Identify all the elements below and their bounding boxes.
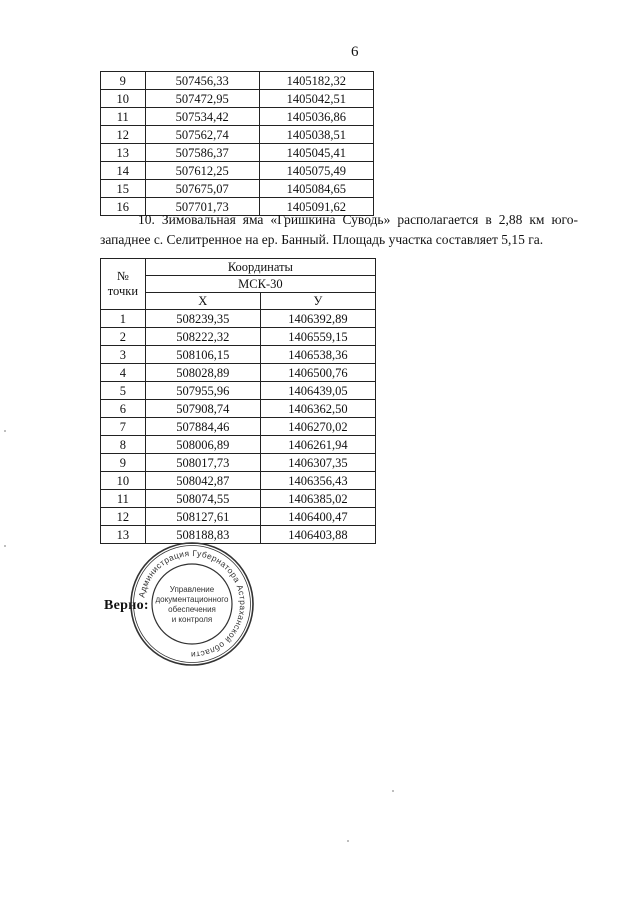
table-row	[101, 108, 374, 126]
point-number-cell: 7	[101, 418, 146, 436]
point-number-cell: 2	[101, 328, 146, 346]
stamp-center-line-3: обеспечения	[168, 605, 216, 614]
y-coordinate-cell: 1405042,51	[259, 90, 373, 108]
x-coordinate-cell: 508006,89	[145, 436, 260, 454]
coordinates-table-site-10	[100, 258, 376, 544]
point-number-cell: 12	[101, 126, 146, 144]
table-row	[101, 310, 376, 328]
y-coordinate-cell: 1406270,02	[260, 418, 375, 436]
point-number-cell: 9	[101, 72, 146, 90]
stamp-outer-ring-inner	[134, 546, 251, 663]
point-number-cell: 5	[101, 382, 146, 400]
point-number-cell: 9	[101, 454, 146, 472]
y-coordinate-cell: 1406261,94	[260, 436, 375, 454]
scan-speck	[347, 840, 349, 842]
x-column-header: X	[145, 293, 260, 310]
y-coordinate-cell: 1405045,41	[259, 144, 373, 162]
x-coordinate-cell: 507908,74	[145, 400, 260, 418]
scan-speck	[392, 790, 394, 792]
stamp-center-line-4: и контроля	[171, 615, 213, 624]
table-row	[101, 382, 376, 400]
point-number-cell: 3	[101, 346, 146, 364]
point-number-header-line1: №	[116, 269, 129, 283]
point-number-cell: 10	[101, 472, 146, 490]
table-row	[101, 454, 376, 472]
x-coordinate-cell: 508028,89	[145, 364, 260, 382]
table-row	[101, 364, 376, 382]
x-coordinate-cell: 507534,42	[145, 108, 259, 126]
y-coordinate-cell: 1405084,65	[259, 180, 373, 198]
y-coordinate-cell: 1405091,62	[259, 198, 373, 216]
paragraph-site-10: 10. Зимовальная яма «Гришкина Суводь» располагается в 2,88 км юго-западнее с. Селитренное на ер. Банный. Площадь участка составляет 5,15 га.	[100, 212, 578, 247]
coordinates-header: Координаты	[145, 259, 375, 276]
coordinates-table-continued	[100, 71, 374, 216]
y-coordinate-cell: 1406559,15	[260, 328, 375, 346]
x-coordinate-cell: 507586,37	[145, 144, 259, 162]
table-row	[101, 162, 374, 180]
point-number-cell: 6	[101, 400, 146, 418]
table-row	[101, 346, 376, 364]
y-coordinate-cell: 1406307,35	[260, 454, 375, 472]
point-number-cell: 15	[101, 180, 146, 198]
table-row	[101, 490, 376, 508]
y-coordinate-cell: 1406392,89	[260, 310, 375, 328]
point-number-cell: 13	[101, 526, 146, 544]
point-number-cell: 14	[101, 162, 146, 180]
x-coordinate-cell: 507456,33	[145, 72, 259, 90]
stamp-ring-textpath: Администрация Губернатора Астраханской области	[136, 547, 249, 661]
y-coordinate-cell: 1405038,51	[259, 126, 373, 144]
y-coordinate-cell: 1406439,05	[260, 382, 375, 400]
x-coordinate-cell: 507675,07	[145, 180, 259, 198]
table-row	[101, 90, 374, 108]
x-coordinate-cell: 508188,83	[145, 526, 260, 544]
x-coordinate-cell: 507955,96	[145, 382, 260, 400]
y-coordinate-cell: 1406403,88	[260, 526, 375, 544]
point-number-cell: 8	[101, 436, 146, 454]
table-row	[101, 436, 376, 454]
page-number: 6	[351, 44, 359, 60]
certified-label: Верно:	[104, 598, 149, 613]
point-number-cell: 16	[101, 198, 146, 216]
stamp-center-line-2: документационного	[155, 595, 229, 604]
point-number-cell: 11	[101, 490, 146, 508]
x-coordinate-cell: 508074,55	[145, 490, 260, 508]
stamp-ring-text	[136, 548, 248, 660]
table-row	[101, 72, 374, 90]
table-row	[101, 508, 376, 526]
point-number-cell: 11	[101, 108, 146, 126]
stamp-center-line-1: Управление	[169, 585, 215, 594]
table-row	[101, 472, 376, 490]
y-coordinate-cell: 1405036,86	[259, 108, 373, 126]
x-coordinate-cell: 507701,73	[145, 198, 259, 216]
x-coordinate-cell: 507562,74	[145, 126, 259, 144]
point-number-header-line2: точки	[107, 284, 139, 298]
table-row	[101, 418, 376, 436]
coordinate-system-header: МСК-30	[145, 276, 375, 293]
point-number-cell: 4	[101, 364, 146, 382]
x-coordinate-cell: 508127,61	[145, 508, 260, 526]
x-coordinate-cell: 507884,46	[145, 418, 260, 436]
official-stamp	[128, 540, 256, 668]
stamp-inner-ring	[152, 564, 232, 644]
y-column-header: У	[260, 293, 375, 310]
table-row	[101, 328, 376, 346]
y-coordinate-cell: 1406356,43	[260, 472, 375, 490]
x-coordinate-cell: 508042,87	[145, 472, 260, 490]
x-coordinate-cell: 507472,95	[145, 90, 259, 108]
y-coordinate-cell: 1406385,02	[260, 490, 375, 508]
y-coordinate-cell: 1406362,50	[260, 400, 375, 418]
table-row	[101, 400, 376, 418]
point-number-cell: 1	[101, 310, 146, 328]
y-coordinate-cell: 1406400,47	[260, 508, 375, 526]
point-number-header	[101, 259, 146, 310]
x-coordinate-cell: 508106,15	[145, 346, 260, 364]
x-coordinate-cell: 507612,25	[145, 162, 259, 180]
x-coordinate-cell: 508239,35	[145, 310, 260, 328]
scan-speck	[4, 430, 6, 432]
y-coordinate-cell: 1405182,32	[259, 72, 373, 90]
y-coordinate-cell: 1406500,76	[260, 364, 375, 382]
stamp-outer-ring	[131, 543, 253, 665]
point-number-cell: 13	[101, 144, 146, 162]
table-row	[101, 126, 374, 144]
x-coordinate-cell: 508017,73	[145, 454, 260, 472]
table-row	[101, 144, 374, 162]
table-row	[101, 180, 374, 198]
y-coordinate-cell: 1405075,49	[259, 162, 373, 180]
y-coordinate-cell: 1406538,36	[260, 346, 375, 364]
point-number-cell: 12	[101, 508, 146, 526]
scan-speck	[4, 545, 6, 547]
x-coordinate-cell: 508222,32	[145, 328, 260, 346]
point-number-cell: 10	[101, 90, 146, 108]
